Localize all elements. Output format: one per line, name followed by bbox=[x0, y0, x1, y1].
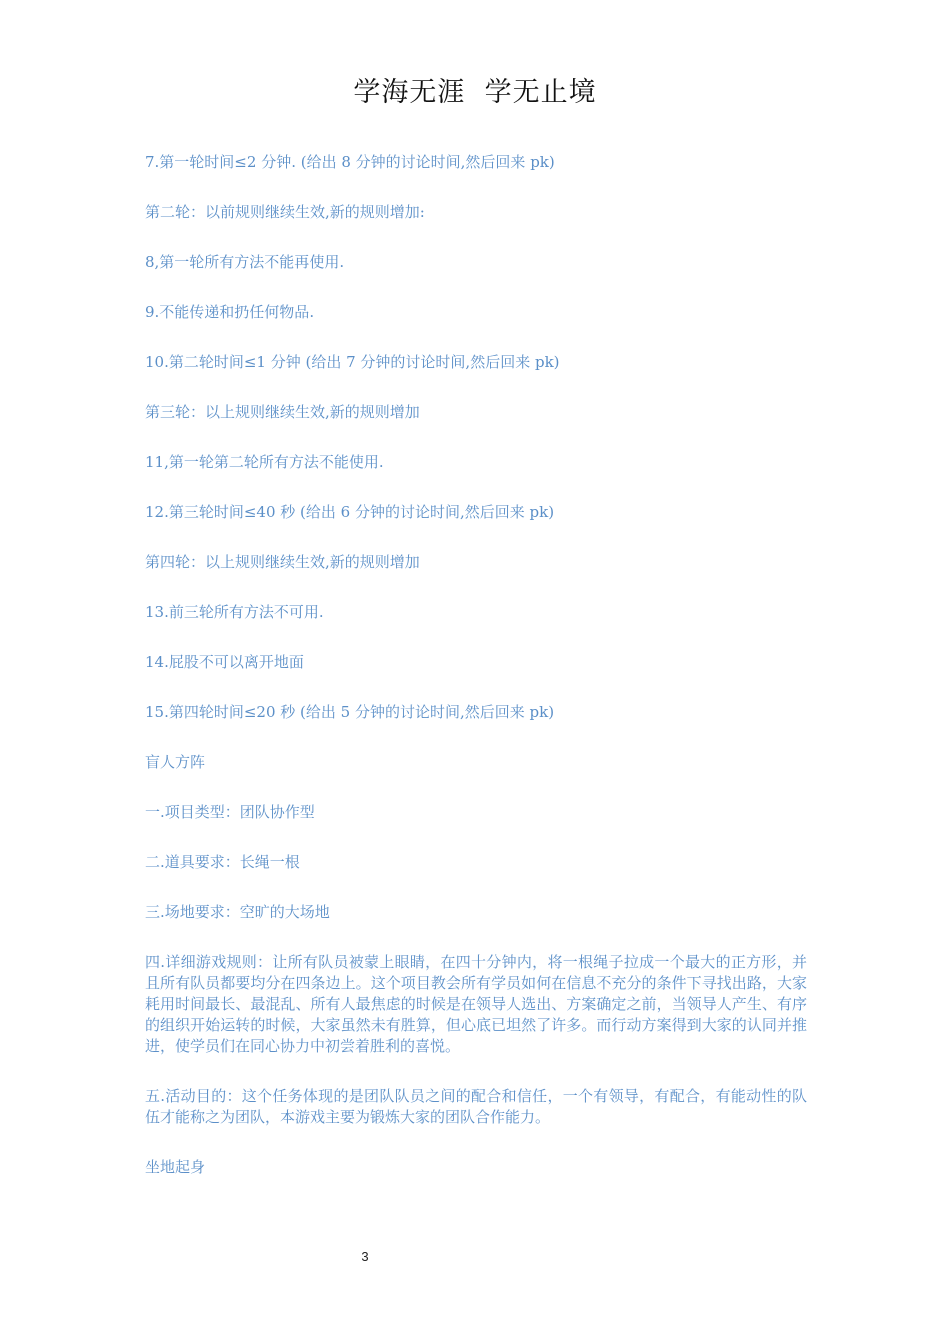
paragraph-rule-13: 13.前三轮所有方法不可用. bbox=[145, 603, 324, 621]
paragraph-detailed-rules: 四.详细游戏规则：让所有队员被蒙上眼睛，在四十分钟内，将一根绳子拉成一个最大的正方形，并且所有队员都要均分在四条边上。这个项目教会所有学员如何在信息不充分的条件下寻找出路，大家耗用时间最长、最混乱、所有人最焦虑的时候是在领导人选出、方案确定之前，当领导人产生、有序的组织开始运转的时候，大家虽然未有胜算，但心底已坦然了许多。而行动方案得到大家的认同并推进，使学员们在同心协力中初尝着胜利的喜悦。 bbox=[145, 953, 807, 1055]
paragraph-project-type: 一.项目类型：团队协作型 bbox=[145, 803, 315, 821]
section-heading-blind-square: 盲人方阵 bbox=[145, 753, 206, 771]
paragraph-rule-10: 10.第二轮时间≤1 分钟 (给出 7 分钟的讨论时间,然后回来 pk) bbox=[145, 353, 560, 371]
paragraph-rule-12: 12.第三轮时间≤40 秒 (给出 6 分钟的讨论时间,然后回来 pk) bbox=[145, 503, 555, 521]
paragraph-activity-purpose: 五.活动目的：这个任务体现的是团队队员之间的配合和信任，一个有领导，有配合，有能动性的队伍才能称之为团队，本游戏主要为锻炼大家的团队合作能力。 bbox=[145, 1087, 807, 1126]
section-heading-sit-and-rise: 坐地起身 bbox=[145, 1158, 206, 1176]
page-header-title: 学海无涯 学无止境 bbox=[353, 77, 597, 108]
paragraph-rule-9: 9.不能传递和扔任何物品. bbox=[145, 303, 315, 321]
paragraph-rule-8: 8,第一轮所有方法不能再使用. bbox=[145, 253, 345, 271]
paragraph-round-3-intro: 第三轮：以上规则继续生效,新的规则增加 bbox=[145, 403, 420, 421]
paragraph-rule-7: 7.第一轮时间≤2 分钟. (给出 8 分钟的讨论时间,然后回来 pk) bbox=[145, 153, 555, 171]
paragraph-round-2-intro: 第二轮：以前规则继续生效,新的规则增加: bbox=[145, 203, 425, 221]
paragraph-venue-required: 三.场地要求：空旷的大场地 bbox=[145, 903, 330, 921]
paragraph-round-4-intro: 第四轮：以上规则继续生效,新的规则增加 bbox=[145, 553, 420, 571]
page-number: 3 bbox=[361, 1249, 369, 1264]
paragraph-rule-14: 14.屁股不可以离开地面 bbox=[145, 653, 304, 671]
paragraph-rule-15: 15.第四轮时间≤20 秒 (给出 5 分钟的讨论时间,然后回来 pk) bbox=[145, 703, 555, 721]
paragraph-rule-11: 11,第一轮第二轮所有方法不能使用. bbox=[145, 453, 384, 471]
paragraph-props-required: 二.道具要求：长绳一根 bbox=[145, 853, 300, 871]
document-body bbox=[145, 152, 807, 1207]
